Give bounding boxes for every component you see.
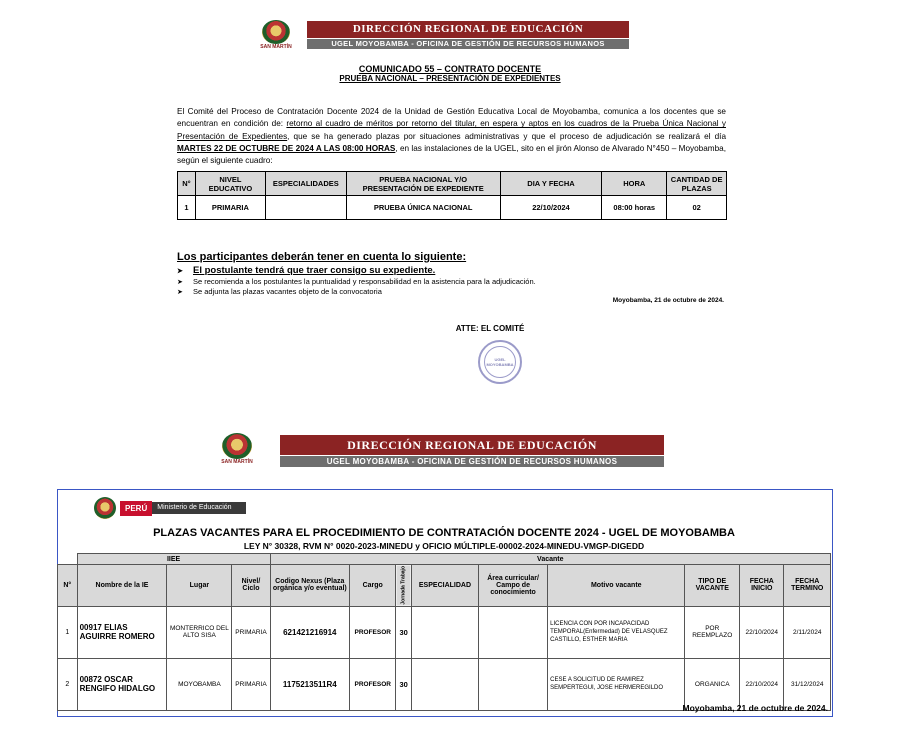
col-curricular-area: Área curricular/ Campo de conocimiento (479, 565, 548, 607)
col-reason: Motivo vacante (548, 565, 685, 607)
plazas-header-row (58, 565, 831, 607)
col-specialty: ESPECIALIDAD (411, 565, 478, 607)
peru-shield-icon (94, 497, 116, 519)
cell: 2/11/2024 (784, 606, 831, 658)
cell: MOYOBAMBA (167, 658, 232, 710)
regional-seal-icon (262, 20, 290, 44)
communique-subtitle: PRUEBA NACIONAL – PRESENTACIÓN DE EXPEDIENTES (339, 74, 561, 83)
minedu-logo (94, 495, 246, 521)
cell: 02 (667, 196, 727, 220)
col-nexus-code: Codigo Nexus (Plaza orgánica y/o eventual) (270, 565, 349, 607)
col-quantity: CANTIDAD DE PLAZAS (667, 172, 727, 196)
cell: PRIMARIA (232, 606, 270, 658)
group-header-row (58, 554, 831, 565)
body-bold: MARTES 22 DE OCTUBRE DE 2024 A LAS 08:00 HORAS (177, 143, 396, 153)
communique-title: COMUNICADO 55 – CONTRATO DOCENTE (358, 64, 542, 74)
signature: ATTE: EL COMITÉ (455, 324, 525, 333)
cell: PROFESOR (350, 658, 396, 710)
header-logo (255, 20, 297, 52)
cell: LICENCIA CON POR INCAPACIDAD TEMPORAL(Enfermedad) DE VELASQUEZ CASTILLO, ESTHER MARIA (548, 606, 685, 658)
plazas-footer-date: Moyobamba, 21 de octubre de 2024. (682, 703, 828, 713)
col-level: NIVEL EDUCATIVO (195, 172, 265, 196)
cell: PRUEBA ÚNICA NACIONAL (346, 196, 500, 220)
cell: 1 (58, 606, 78, 658)
cell: PROFESOR (350, 606, 396, 658)
col-workday: Jornada Trabajo (396, 565, 411, 607)
header-banner: DIRECCIÓN REGIONAL DE EDUCACIÓN (307, 21, 629, 38)
blank-cell (58, 554, 78, 565)
table-row (58, 606, 831, 658)
cell (411, 606, 478, 658)
cell: 621421216914 (270, 606, 349, 658)
body-part-a: El Comité del Proceso de Contratación Docente 2024 de la Unidad de Gestión Educativa Local de Moyobamba, comunica a los docentes que se encuentran en condición de: (177, 107, 726, 129)
col-number: N° (58, 565, 78, 607)
cell: 22/10/2024 (740, 606, 784, 658)
col-place: Lugar (167, 565, 232, 607)
col-vacancy-type: TIPO DE VACANTE (685, 565, 740, 607)
cell: 22/10/2024 (740, 658, 784, 710)
cell: 1 (178, 196, 196, 220)
header2-subbanner: UGEL MOYOBAMBA - OFICINA DE GESTIÓN DE RECURSOS HUMANOS (280, 456, 664, 467)
cell (479, 606, 548, 658)
cell: 1175213511R4 (270, 658, 349, 710)
regional-seal-icon (222, 433, 252, 459)
cell (479, 658, 548, 710)
body-underlined: retorno al cuadro de méritos por retorno del titular, en espera y aptos en los cuadros de la Prueba Única Nacional y Presentación de Expedientes (177, 119, 726, 141)
group-iiee: IIEE (77, 554, 270, 565)
col-date: DIA Y FECHA (500, 172, 602, 196)
logo-caption: SAN MARTÍN (221, 459, 253, 465)
notes-list (177, 265, 737, 297)
ministry-label: Ministerio de Educación (152, 502, 246, 514)
col-school-name: Nombre de la IE (77, 565, 167, 607)
schedule-table (177, 171, 727, 220)
cell: 31/12/2024 (784, 658, 831, 710)
cell: POR REEMPLAZO (685, 606, 740, 658)
cell: CESE A SOLICITUD DE RAMIREZ SEMPERTEGUI, JOSE HERMEREGILDO (548, 658, 685, 710)
group-vacante: Vacante (270, 554, 830, 565)
header2-banner: DIRECCIÓN REGIONAL DE EDUCACIÓN (280, 435, 664, 455)
notes-heading: Los participantes deberán tener en cuenta lo siguiente: (177, 251, 467, 263)
logo-caption: SAN MARTÍN (260, 44, 292, 50)
plazas-law: LEY N° 30328, RVM N° 0020-2023-MINEDU y OFICIO MÚLTIPLE-00002-2024-MINEDU-VMGP-DIGEDD (243, 541, 645, 551)
cell: ORGANICA (685, 658, 740, 710)
cell: PRIMARIA (195, 196, 265, 220)
communique-body (177, 106, 726, 167)
body-part-b: , que se ha generado plazas por situaciones administrativas y que el proceso de adjudicación se realizará el día (287, 131, 727, 141)
col-specialties: ESPECIALIDADES (265, 172, 346, 196)
cell: 30 (396, 606, 411, 658)
body-part-c: , en las instalaciones de la UGEL, sito en el jirón Alonso de Alvarado N°450 – Moyobamba, según el siguiente cuadro: (177, 143, 726, 166)
cell: PRIMARIA (232, 658, 270, 710)
plazas-title: PLAZAS VACANTES PARA EL PROCEDIMIENTO DE CONTRATACIÓN DOCENTE 2024 - UGEL DE MOYOBAMBA (153, 527, 735, 539)
schedule-header-row (178, 172, 727, 196)
cell: 08:00 horas (602, 196, 667, 220)
cell: 22/10/2024 (500, 196, 602, 220)
note-item: ➤ El postulante tendrá que traer consigo su expediente. (177, 265, 737, 277)
col-level: Nivel/ Ciclo (232, 565, 270, 607)
header-subbanner: UGEL MOYOBAMBA - OFICINA DE GESTIÓN DE RECURSOS HUMANOS (307, 39, 629, 49)
note-item: ➤ Se recomienda a los postulantes la puntualidad y responsabilidad en la asistencia para la adjudicación. (177, 277, 737, 287)
plazas-table (57, 553, 831, 711)
col-position: Cargo (350, 565, 396, 607)
committee-stamp (478, 340, 522, 384)
peru-label: PERÚ (120, 501, 152, 516)
note-item: ➤ Se adjunta las plazas vacantes objeto de la convocatoria (177, 287, 737, 297)
col-end-date: FECHA TERMINO (784, 565, 831, 607)
cell: 30 (396, 658, 411, 710)
header2-logo (216, 433, 258, 469)
schedule-row (178, 196, 727, 220)
col-time: HORA (602, 172, 667, 196)
notes-date: Moyobamba, 21 de octubre de 2024. (612, 297, 724, 304)
cell (411, 658, 478, 710)
cell: 00917 ELIAS AGUIRRE ROMERO (77, 606, 167, 658)
stamp-label: UGEL MOYOBAMBA (484, 346, 516, 378)
col-test: PRUEBA NACIONAL Y/O PRESENTACIÓN DE EXPEDIENTE (346, 172, 500, 196)
col-start-date: FECHA INICIO (740, 565, 784, 607)
cell: 00872 OSCAR RENGIFO HIDALGO (77, 658, 167, 710)
cell: MONTERRICO DEL ALTO SISA (167, 606, 232, 658)
cell (265, 196, 346, 220)
cell: 2 (58, 658, 78, 710)
col-number: N° (178, 172, 196, 196)
